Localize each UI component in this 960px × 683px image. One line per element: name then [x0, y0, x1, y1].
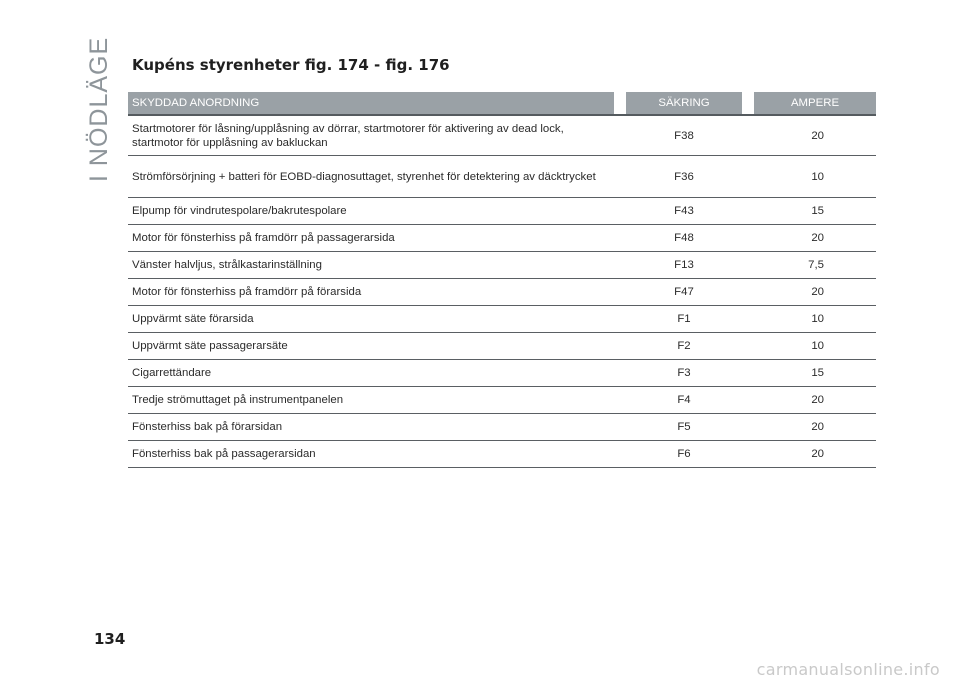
- page-number: 134: [94, 630, 126, 648]
- cell-gap: [614, 156, 626, 198]
- cell-gap: [742, 306, 754, 333]
- cell-fuse: F2: [626, 333, 742, 360]
- cell-device: Motor för fönsterhiss på framdörr på passagerarsida: [128, 225, 614, 252]
- cell-device: Uppvärmt säte förarsida: [128, 306, 614, 333]
- cell-gap: [742, 279, 754, 306]
- table-row: [128, 156, 876, 198]
- cell-ampere: 10: [754, 306, 876, 333]
- table-row: [128, 279, 876, 306]
- table-row: [128, 387, 876, 414]
- cell-gap: [614, 387, 626, 414]
- cell-gap: [614, 306, 626, 333]
- page-title: Kupéns styrenheter fig. 174 - fig. 176: [132, 56, 450, 74]
- cell-gap: [742, 115, 754, 156]
- cell-gap: [614, 279, 626, 306]
- header-gap: [742, 92, 754, 115]
- cell-gap: [614, 115, 626, 156]
- cell-gap: [742, 441, 754, 468]
- cell-device: Uppvärmt säte passagerarsäte: [128, 333, 614, 360]
- table-row: [128, 414, 876, 441]
- cell-fuse: F38: [626, 115, 742, 156]
- table-row: [128, 225, 876, 252]
- cell-fuse: F4: [626, 387, 742, 414]
- section-tab: [84, 36, 114, 182]
- cell-gap: [614, 360, 626, 387]
- cell-ampere: 15: [754, 360, 876, 387]
- cell-gap: [742, 414, 754, 441]
- cell-fuse: F13: [626, 252, 742, 279]
- header-device: SKYDDAD ANORDNING: [128, 92, 614, 115]
- watermark: carmanualsonline.info: [756, 660, 940, 679]
- cell-gap: [742, 387, 754, 414]
- table-row: [128, 441, 876, 468]
- cell-fuse: F43: [626, 198, 742, 225]
- cell-fuse: F3: [626, 360, 742, 387]
- table-row: [128, 252, 876, 279]
- cell-fuse: F36: [626, 156, 742, 198]
- header-fuse: SÄKRING: [626, 92, 742, 115]
- cell-device: Vänster halvljus, strålkastarinställning: [128, 252, 614, 279]
- cell-fuse: F1: [626, 306, 742, 333]
- cell-device: Cigarrettändare: [128, 360, 614, 387]
- cell-fuse: F47: [626, 279, 742, 306]
- cell-gap: [742, 360, 754, 387]
- cell-gap: [614, 414, 626, 441]
- cell-gap: [614, 333, 626, 360]
- cell-device: Strömförsörjning + batteri för EOBD-diagnosuttaget, styrenhet för detektering av däcktrycket: [128, 156, 614, 198]
- cell-device: Fönsterhiss bak på passagerarsidan: [128, 441, 614, 468]
- section-tab-label: I NÖDLÄGE: [85, 36, 113, 182]
- cell-fuse: F48: [626, 225, 742, 252]
- cell-gap: [742, 198, 754, 225]
- cell-device: Motor för fönsterhiss på framdörr på förarsida: [128, 279, 614, 306]
- cell-device: Startmotorer för låsning/upplåsning av dörrar, startmotorer för aktivering av dead lock, startmotor för upplåsning av bakluckan: [128, 115, 614, 156]
- cell-ampere: 10: [754, 333, 876, 360]
- table-row: [128, 115, 876, 156]
- cell-ampere: 20: [754, 414, 876, 441]
- cell-gap: [742, 252, 754, 279]
- cell-device: Fönsterhiss bak på förarsidan: [128, 414, 614, 441]
- cell-ampere: 20: [754, 441, 876, 468]
- cell-gap: [614, 225, 626, 252]
- cell-gap: [614, 198, 626, 225]
- table-header-row: [128, 92, 876, 115]
- cell-ampere: 20: [754, 279, 876, 306]
- cell-ampere: 7,5: [754, 252, 876, 279]
- cell-ampere: 20: [754, 387, 876, 414]
- header-ampere: AMPERE: [754, 92, 876, 115]
- cell-gap: [742, 225, 754, 252]
- cell-gap: [614, 441, 626, 468]
- cell-device: Tredje strömuttaget på instrumentpanelen: [128, 387, 614, 414]
- table-body: [128, 115, 876, 468]
- cell-ampere: 20: [754, 115, 876, 156]
- fuse-table: [128, 92, 876, 468]
- cell-ampere: 10: [754, 156, 876, 198]
- table-row: [128, 198, 876, 225]
- header-gap: [614, 92, 626, 115]
- cell-ampere: 20: [754, 225, 876, 252]
- cell-fuse: F6: [626, 441, 742, 468]
- cell-gap: [614, 252, 626, 279]
- cell-gap: [742, 333, 754, 360]
- cell-ampere: 15: [754, 198, 876, 225]
- table-row: [128, 306, 876, 333]
- cell-fuse: F5: [626, 414, 742, 441]
- table-row: [128, 360, 876, 387]
- table-row: [128, 333, 876, 360]
- cell-gap: [742, 156, 754, 198]
- cell-device: Elpump för vindrutespolare/bakrutespolare: [128, 198, 614, 225]
